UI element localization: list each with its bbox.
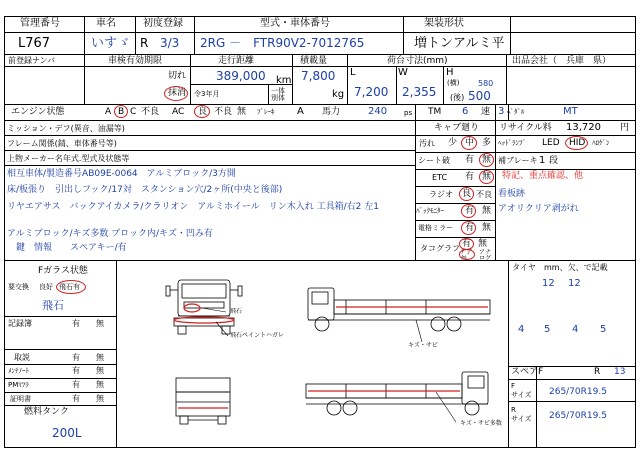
h-rear-label: (後) [450, 93, 465, 102]
info-row-mission: ミッション・デフ(異音、油漏等) [7, 124, 125, 133]
side-view-left-diagram [306, 372, 488, 415]
radio-good-circle [459, 187, 474, 201]
aux-brake-label: 補ブレーキ [498, 156, 538, 165]
seat-no: 無 [482, 155, 492, 165]
first-reg-label: 初度登録 [143, 18, 183, 29]
tacho-digital-circle [459, 249, 475, 260]
separate-label: 一体 別体 [271, 87, 285, 103]
tire-rear-1: 4 [518, 324, 525, 335]
rear-view-diagram [176, 378, 230, 424]
glass-opt-good: 良好 [39, 283, 53, 291]
expired-label: 切れ [168, 71, 187, 81]
note-title: 特記、重点確認、他 [502, 171, 584, 181]
ac-bad: 不良 [214, 107, 233, 117]
dirt-mid-circle [461, 136, 477, 150]
spare-r-value: 13 [614, 367, 626, 377]
prev-plate-label: 前登録ナンバ [8, 56, 56, 65]
tire-unit: mm、欠、で記載 [544, 263, 608, 272]
ps-unit: ps [404, 109, 413, 117]
radio-bad: 不良 [476, 190, 492, 199]
ac-good: 良 [198, 107, 208, 117]
h-side: 580 [478, 79, 494, 88]
brake-type: A [297, 106, 304, 117]
era: R [140, 36, 149, 50]
capacity-label: 積載量 [300, 56, 328, 66]
side-view-diagram [308, 288, 490, 331]
pedals: 3 [498, 106, 505, 117]
headlamp-led: LED [542, 138, 560, 148]
front-view-diagram [166, 280, 242, 334]
dirt-label: 汚れ [419, 139, 435, 148]
backmon-no: 無 [482, 206, 492, 216]
backmon-yes-circle [461, 204, 476, 218]
ac-none: 無 [237, 107, 247, 117]
deregistered-label: 抹消 [168, 88, 187, 98]
kg-unit: kg [332, 89, 345, 100]
headlamp-label: ﾍｯﾄﾞﾗﾝﾌﾟ [498, 139, 526, 147]
tm-label: TM [428, 107, 442, 117]
info-row-frame: フレーム関係(錆、車体番号等) [7, 139, 117, 148]
spare-label: スペア [511, 367, 539, 377]
tire-rear-2: 5 [544, 324, 551, 335]
glass-result: 飛石 [42, 299, 64, 312]
tacho-analog: アナ ログ [479, 249, 492, 262]
maker: いすゞ [91, 36, 131, 51]
f-size: 265/70R19.5 [549, 387, 607, 397]
h-side-label: (横) [447, 79, 460, 87]
glass-chip-circle [56, 280, 86, 294]
speed-label: 速 [481, 107, 491, 117]
detail-line-5: アルミブロック/キズ多数 ブロック内/キズ・凹み有 [7, 229, 213, 239]
tire-front-left: 12 [542, 278, 555, 289]
gears: 6 [462, 106, 469, 117]
backmon-yes: 有 [465, 206, 475, 216]
note-line-2: アオリクリア剥がれ [498, 204, 579, 214]
grade-c: C [130, 107, 137, 117]
record-no: 無 [96, 319, 104, 328]
rule [4, 32, 636, 33]
etc-yes: 有 [465, 172, 475, 182]
model: 2RG － FTR90V2-7012765 [200, 36, 365, 50]
record-label: 記録簿 [8, 319, 32, 328]
tire-front-right: 12 [568, 278, 581, 289]
seller-label: 出品会社（ 兵庫 県） [512, 56, 612, 66]
mileage-label: 走行距離 [218, 56, 255, 66]
note-chip-paint: 飛石ペイントハガレ [230, 332, 284, 339]
pm-muffler-label: PMﾏﾌﾗ [8, 381, 29, 389]
h-rear: 500 [468, 89, 491, 103]
spare-r: R [594, 367, 601, 377]
tacho-label: タコグラフ [420, 244, 460, 253]
menu-no: 無 [96, 366, 104, 375]
grade-a: A [105, 107, 112, 117]
engine-bad: 不良 [141, 107, 160, 117]
fuel-label: 燃料タンク [24, 407, 69, 417]
L-label: L [350, 67, 356, 78]
dereg-circle [164, 86, 188, 101]
detail-line-6: 鍵 情報 スペアキー/有 [7, 243, 127, 253]
cert-no: 無 [96, 394, 104, 403]
first-reg: 3/3 [160, 36, 180, 50]
truck-diagrams [116, 260, 508, 448]
manual-yes: 有 [72, 353, 80, 362]
grade-b-circle [114, 105, 128, 118]
radio-label: ラジオ [429, 190, 453, 199]
cargo-length: 7,200 [354, 85, 389, 99]
dirt-little: 少 [448, 138, 458, 148]
recycle-label: リサイクル料 [499, 123, 552, 133]
record-yes: 有 [72, 319, 80, 328]
headlamp-hid: HID [569, 138, 586, 148]
pedal-label: ﾍﾟﾀﾞﾙ [507, 108, 525, 116]
etc-no-circle [479, 170, 494, 184]
tire-rear-4: 5 [600, 324, 607, 335]
yen: 円 [620, 123, 630, 133]
seat-yes: 有 [465, 155, 475, 165]
mirror-yes: 有 [465, 223, 475, 233]
etc-label: ETC [432, 173, 448, 182]
aux-brake-value: 1 [539, 155, 546, 166]
radio-good: 良 [462, 189, 472, 199]
tacho-yes: 有 [462, 239, 472, 249]
cert-yes: 有 [72, 394, 80, 403]
dereg-date: 令3年月 [194, 90, 220, 98]
hp-label: 馬力 [322, 107, 341, 117]
grade-b: B [118, 107, 125, 117]
ac-good-circle [194, 105, 210, 118]
menu-yes: 有 [72, 366, 80, 375]
manual-no: 無 [96, 353, 104, 362]
dirt-much: 多 [482, 138, 492, 148]
detail-line-3: リヤエアサス バックアイカメラ/クラリオン アルミホイール リン木入れ 工具箱/右2 左1 [7, 202, 379, 212]
menu-note-label: ﾒﾝﾃﾉｰﾄ [8, 367, 29, 375]
cert-label: 証明書 [10, 395, 31, 403]
mgmt-no-label: 管理番号 [20, 18, 60, 29]
mirror-yes-circle [461, 221, 476, 235]
note-line-1: 看板跡 [498, 189, 526, 199]
cab-title: キャブ廻り [434, 123, 480, 133]
r-size: 265/70R19.5 [549, 411, 607, 421]
aux-brake-unit: 段 [549, 156, 559, 166]
hp-value: 240 [368, 106, 388, 117]
glass-title: Fガラス状態 [38, 266, 88, 276]
etc-no: 無 [482, 172, 492, 182]
glass-opt-replace: 要交換 [8, 283, 29, 291]
tire-title: タイヤ [512, 263, 536, 272]
headlamp-halogen: ﾊﾛｹﾞﾝ [592, 139, 610, 147]
dirt-mid: 中 [465, 138, 475, 148]
mirror-label: 電格ミラー [418, 224, 453, 232]
mirror-no: 無 [482, 223, 492, 233]
pm-no: 無 [96, 380, 104, 389]
engine-label: エンジン状態 [11, 107, 65, 117]
info-row-body: 上物メーカー名年式.型式及状態等 [7, 154, 130, 163]
detail-line-1: 相互車体/製造番号AB09E-0064 アルミブロック/3方開 [7, 169, 236, 179]
recycle-value: 13,720 [566, 122, 601, 133]
pm-yes: 有 [72, 380, 80, 389]
note-chip: 飛石 [230, 308, 243, 315]
tacho-no: 無 [478, 239, 488, 249]
backmon-label: ﾊﾞｯｸﾓﾆﾀｰ [416, 207, 444, 215]
maker-label: 車名 [96, 18, 116, 29]
transmission: MT [563, 106, 578, 117]
fuel-value: 200L [52, 426, 82, 440]
f-size-label: F サイズ [511, 382, 532, 399]
model-label: 型式・車体番号 [260, 18, 330, 29]
hid-circle [565, 136, 588, 150]
body-label: 架装形状 [424, 18, 464, 29]
seat-label: シート破 [418, 156, 450, 165]
brake-label: ﾌﾞﾚｰｷ [257, 108, 275, 116]
km-unit: km [276, 75, 292, 86]
spare-f: F [538, 367, 544, 377]
cargo-width: 2,355 [402, 85, 437, 99]
body-shape: 増トンアルミ平 [414, 36, 505, 51]
cargo-dims-label: 荷台寸法(mm) [387, 56, 448, 66]
W-label: W [398, 67, 408, 78]
seat-no-circle [479, 153, 494, 167]
inspection-label: 車検有効期限 [108, 56, 163, 66]
glass-opt-chip: 飛石有 [59, 283, 80, 291]
capacity: 7,800 [301, 69, 336, 83]
tire-rear-3: 4 [572, 324, 579, 335]
rule [4, 54, 636, 55]
inspection-sheet [4, 16, 636, 448]
manual-label: 取説 [14, 353, 30, 362]
mileage: 389,000 [216, 69, 266, 83]
ac-label: AC [172, 107, 185, 117]
H-label: H [446, 67, 454, 78]
note-scratch-rust-many: キズ・サビ多数 [460, 420, 502, 427]
note-scratch-rust: キズ・サビ [408, 342, 438, 349]
mgmt-no: L767 [18, 36, 51, 51]
r-size-label: R サイズ [511, 406, 532, 423]
tacho-digital: ﾃﾞｼﾞ ﾀﾙ [461, 249, 474, 262]
detail-line-2: 床/板張り 引出しフック/17対 スタンション穴/2ヶ所(中央と後部) [7, 185, 283, 195]
